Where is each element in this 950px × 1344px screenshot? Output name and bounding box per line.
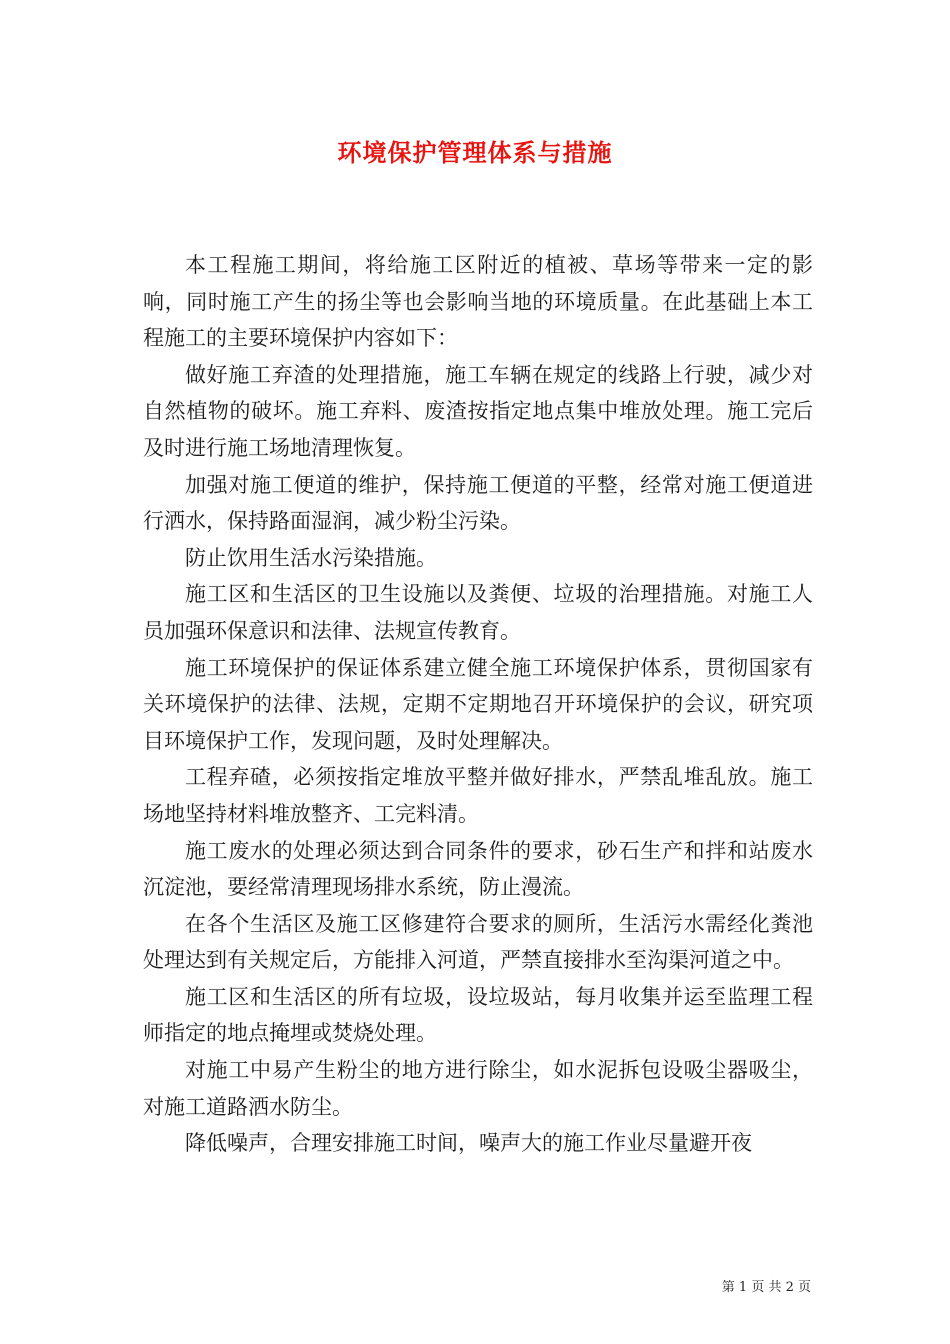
paragraph: 施工区和生活区的所有垃圾，设垃圾站，每月收集并运至监理工程师指定的地点掩埋或焚烧处理。 [143, 984, 813, 1046]
paragraph: 在各个生活区及施工区修建符合要求的厕所，生活污水需经化粪池处理达到有关规定后，方能排入河道，严禁直接排水至沟渠河道之中。 [143, 911, 813, 973]
page-number-label: 第 1 页 共 2 页 [721, 1280, 811, 1295]
page-number-footer [0, 1276, 811, 1295]
paragraph: 对施工中易产生粉尘的地方进行除尘，如水泥拆包设吸尘器吸尘，对施工道路洒水防尘。 [143, 1058, 813, 1119]
paragraph: 做好施工弃渣的处理措施，施工车辆在规定的线路上行驶，减少对自然植物的破坏。施工弃料、废渣按指定地点集中堆放处理。施工完后及时进行施工场地清理恢复。 [143, 362, 813, 460]
paragraph: 降低噪声，合理安排施工时间，噪声大的施工作业尽量避开夜 [185, 1131, 752, 1156]
paragraph: 施工区和生活区的卫生设施以及粪便、垃圾的治理措施。对施工人员加强环保意识和法律、法规宣传教育。 [143, 582, 813, 643]
paragraph: 工程弃碴，必须按指定堆放平整并做好排水，严禁乱堆乱放。施工场地坚持材料堆放整齐、工完料清。 [143, 765, 813, 826]
paragraph: 施工废水的处理必须达到合同条件的要求，砂石生产和拌和站废水沉淀池，要经常清理现场排水系统，防止漫流。 [143, 838, 813, 900]
paragraph: 加强对施工便道的维护，保持施工便道的平整，经常对施工便道进行洒水，保持路面湿润，减少粉尘污染。 [143, 472, 813, 534]
document-body [143, 247, 813, 1162]
paragraph: 防止饮用生活水污染措施。 [185, 545, 437, 570]
paragraph: 施工环境保护的保证体系建立健全施工环境保护体系，贯彻国家有关环境保护的法律、法规，定期不定期地召开环境保护的会议，研究项目环境保护工作，发现问题，及时处理解决。 [143, 655, 813, 753]
document-title: 环境保护管理体系与措施 [337, 138, 613, 167]
paragraph: 本工程施工期间，将给施工区附近的植被、草场等带来一定的影响，同时施工产生的扬尘等也会影响当地的环境质量。在此基础上本工程施工的主要环境保护内容如下： [143, 253, 813, 351]
